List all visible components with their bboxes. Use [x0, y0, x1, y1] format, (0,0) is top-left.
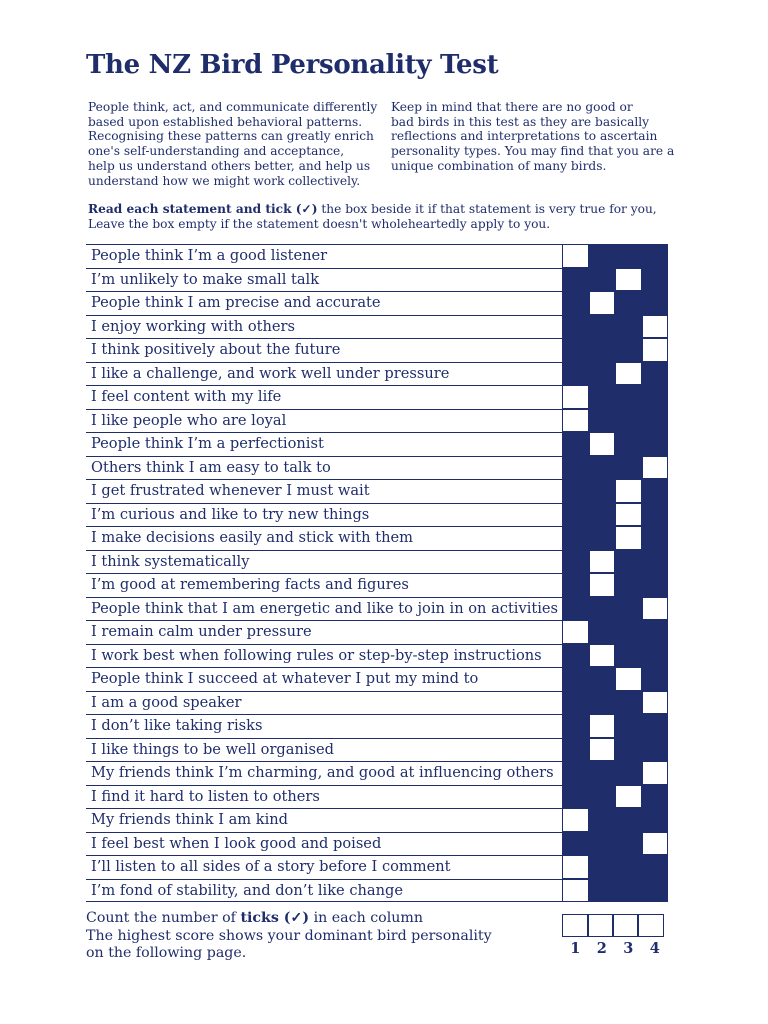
statement-row: [86, 550, 668, 574]
filled-cell: [615, 644, 642, 668]
statement-row: [86, 244, 668, 268]
filled-cell: [589, 362, 616, 386]
tick-cells: [562, 550, 668, 574]
statement-text: I like things to be well organised: [86, 738, 562, 762]
statement-row: [86, 479, 668, 503]
intro-right-paragraph: Keep in mind that there are no good or bad birds in this test as they are basically reflections and interpretations to ascertain personality types. You may find that you are a unique combination of many birds.: [391, 100, 675, 173]
filled-cell: [589, 268, 616, 292]
filled-cell: [562, 714, 589, 738]
filled-cell: [642, 855, 669, 879]
statement-text: People think I am precise and accurate: [86, 291, 562, 315]
tick-box[interactable]: [642, 832, 669, 856]
statement-row: [86, 315, 668, 339]
column-number-3: 3: [623, 940, 634, 957]
statement-row: [86, 409, 668, 433]
filled-cell: [562, 503, 589, 527]
filled-cell: [562, 738, 589, 762]
tick-box[interactable]: [562, 244, 589, 268]
filled-cell: [589, 409, 616, 433]
statement-text: I like a challenge, and work well under pressure: [86, 362, 562, 386]
statement-row: [86, 338, 668, 362]
statement-text: I make decisions easily and stick with them: [86, 526, 562, 550]
filled-cell: [589, 385, 616, 409]
tick-cells: [562, 315, 668, 339]
tick-box[interactable]: [642, 315, 669, 339]
filled-cell: [589, 855, 616, 879]
column-number-4: 4: [649, 940, 660, 957]
tick-box[interactable]: [615, 268, 642, 292]
filled-cell: [562, 315, 589, 339]
tick-box[interactable]: [562, 385, 589, 409]
filled-cell: [562, 291, 589, 315]
filled-cell: [615, 691, 642, 715]
tick-cells: [562, 691, 668, 715]
tally-box-1[interactable]: [562, 914, 589, 937]
tick-cells: [562, 832, 668, 856]
filled-cell: [562, 550, 589, 574]
statement-row: [86, 738, 668, 762]
tick-box[interactable]: [562, 879, 589, 903]
filled-cell: [642, 644, 669, 668]
statement-row: [86, 620, 668, 644]
statement-text: My friends think I’m charming, and good at influencing others: [86, 761, 562, 785]
statement-row: [86, 503, 668, 527]
filled-cell: [642, 550, 669, 574]
tick-cells: [562, 362, 668, 386]
statement-row: [86, 268, 668, 292]
tick-box[interactable]: [589, 644, 616, 668]
tick-box[interactable]: [589, 738, 616, 762]
tally-boxes: [562, 914, 662, 937]
tick-cells: [562, 879, 668, 903]
filled-cell: [615, 832, 642, 856]
tick-cells: [562, 738, 668, 762]
tick-cells: [562, 432, 668, 456]
filled-cell: [642, 526, 669, 550]
filled-cell: [589, 832, 616, 856]
filled-cell: [589, 667, 616, 691]
filled-cell: [589, 526, 616, 550]
tick-cells: [562, 268, 668, 292]
filled-cell: [615, 291, 642, 315]
filled-cell: [589, 244, 616, 268]
filled-cell: [642, 785, 669, 809]
filled-cell: [562, 667, 589, 691]
filled-cell: [589, 879, 616, 903]
filled-cell: [562, 691, 589, 715]
tick-cells: [562, 409, 668, 433]
filled-cell: [589, 808, 616, 832]
filled-cell: [642, 479, 669, 503]
statement-row: [86, 456, 668, 480]
tick-cells: [562, 667, 668, 691]
tally-box-2[interactable]: [587, 914, 614, 937]
filled-cell: [589, 597, 616, 621]
filled-cell: [642, 714, 669, 738]
filled-cell: [562, 785, 589, 809]
filled-cell: [615, 879, 642, 903]
statement-text: I’m fond of stability, and don’t like change: [86, 879, 562, 903]
filled-cell: [642, 432, 669, 456]
filled-cell: [615, 315, 642, 339]
statement-text: I’m unlikely to make small talk: [86, 268, 562, 292]
filled-cell: [589, 785, 616, 809]
filled-cell: [615, 456, 642, 480]
tick-box[interactable]: [642, 456, 669, 480]
tick-box[interactable]: [615, 362, 642, 386]
statement-row: [86, 644, 668, 668]
statement-row: [86, 808, 668, 832]
statement-row: [86, 832, 668, 856]
page-title: The NZ Bird Personality Test: [86, 50, 499, 80]
filled-cell: [562, 832, 589, 856]
tick-box[interactable]: [589, 291, 616, 315]
tick-cells: [562, 244, 668, 268]
filled-cell: [589, 761, 616, 785]
statement-row: [86, 362, 668, 386]
tick-box[interactable]: [589, 550, 616, 574]
filled-cell: [615, 714, 642, 738]
tick-cells: [562, 573, 668, 597]
tick-cells: [562, 644, 668, 668]
statement-text: I remain calm under pressure: [86, 620, 562, 644]
statement-text: I get frustrated whenever I must wait: [86, 479, 562, 503]
filled-cell: [615, 573, 642, 597]
footer-line3: on the following page.: [86, 945, 247, 961]
filled-cell: [642, 738, 669, 762]
filled-cell: [562, 479, 589, 503]
filled-cell: [642, 667, 669, 691]
tick-cells: [562, 526, 668, 550]
filled-cell: [615, 432, 642, 456]
statement-text: Others think I am easy to talk to: [86, 456, 562, 480]
tick-box[interactable]: [562, 409, 589, 433]
statement-row: [86, 432, 668, 456]
tick-box[interactable]: [642, 691, 669, 715]
tick-box[interactable]: [615, 479, 642, 503]
filled-cell: [615, 550, 642, 574]
tick-cells: [562, 714, 668, 738]
statement-row: [86, 385, 668, 409]
tick-cells: [562, 597, 668, 621]
filled-cell: [642, 573, 669, 597]
tick-cells: [562, 808, 668, 832]
footer-line1-bold: ticks (✓): [240, 910, 310, 926]
tick-cells: [562, 785, 668, 809]
filled-cell: [615, 338, 642, 362]
tick-box[interactable]: [615, 785, 642, 809]
column-number-1: 1: [570, 940, 581, 957]
filled-cell: [562, 526, 589, 550]
tick-box[interactable]: [642, 761, 669, 785]
filled-cell: [562, 362, 589, 386]
statement-row: [86, 573, 668, 597]
filled-cell: [615, 597, 642, 621]
statement-text: People think I’m a perfectionist: [86, 432, 562, 456]
statement-row: [86, 291, 668, 315]
filled-cell: [589, 479, 616, 503]
filled-cell: [615, 761, 642, 785]
filled-cell: [562, 432, 589, 456]
instructions: [88, 202, 688, 232]
filled-cell: [589, 338, 616, 362]
filled-cell: [589, 456, 616, 480]
tally-box-3[interactable]: [612, 914, 639, 937]
statement-text: I’ll listen to all sides of a story before I comment: [86, 855, 562, 879]
instructions-bold: Read each statement and tick (✓): [88, 202, 318, 216]
statement-row: [86, 691, 668, 715]
statement-text: I think positively about the future: [86, 338, 562, 362]
filled-cell: [589, 503, 616, 527]
statement-text: I don’t like taking risks: [86, 714, 562, 738]
filled-cell: [562, 268, 589, 292]
tick-box[interactable]: [562, 808, 589, 832]
filled-cell: [562, 573, 589, 597]
filled-cell: [642, 503, 669, 527]
statement-text: I am a good speaker: [86, 691, 562, 715]
tick-cells: [562, 456, 668, 480]
tick-box[interactable]: [615, 526, 642, 550]
statement-row: [86, 785, 668, 809]
filled-cell: [562, 761, 589, 785]
statement-text: I feel content with my life: [86, 385, 562, 409]
statement-text: I like people who are loyal: [86, 409, 562, 433]
tick-box[interactable]: [615, 503, 642, 527]
statement-text: I enjoy working with others: [86, 315, 562, 339]
filled-cell: [642, 362, 669, 386]
tick-cells: [562, 855, 668, 879]
statement-text: People think that I am energetic and like to join in on activities: [86, 597, 562, 621]
statement-text: I’m good at remembering facts and figures: [86, 573, 562, 597]
tally-box-4[interactable]: [637, 914, 664, 937]
statement-row: [86, 714, 668, 738]
statement-grid: [86, 244, 668, 902]
instructions-line2: Leave the box empty if the statement doesn't wholeheartedly apply to you.: [88, 217, 551, 231]
filled-cell: [642, 409, 669, 433]
footer-line1-pre: Count the number of: [86, 910, 241, 926]
statement-text: I work best when following rules or step-by-step instructions: [86, 644, 562, 668]
footer-line1-post: in each column: [309, 910, 423, 926]
tick-box[interactable]: [589, 573, 616, 597]
tick-box[interactable]: [562, 855, 589, 879]
tick-box[interactable]: [589, 714, 616, 738]
filled-cell: [589, 315, 616, 339]
statement-row: [86, 761, 668, 785]
filled-cell: [562, 597, 589, 621]
statement-row: [86, 597, 668, 621]
filled-cell: [642, 244, 669, 268]
filled-cell: [589, 620, 616, 644]
statement-row: [86, 526, 668, 550]
intro-left-paragraph: People think, act, and communicate differently based upon established behavioral patterns. Recognising these patterns can greatly enrich one's self-understanding and acceptance, help us understand others better, and help us understand how we might work collectively.: [88, 100, 378, 188]
statement-text: People think I succeed at whatever I put my mind to: [86, 667, 562, 691]
filled-cell: [642, 620, 669, 644]
filled-cell: [589, 691, 616, 715]
footer-instructions: [86, 910, 526, 963]
filled-cell: [615, 808, 642, 832]
statement-text: I think systematically: [86, 550, 562, 574]
filled-cell: [642, 291, 669, 315]
statement-text: I find it hard to listen to others: [86, 785, 562, 809]
filled-cell: [642, 268, 669, 292]
tick-cells: [562, 338, 668, 362]
filled-cell: [562, 644, 589, 668]
tick-cells: [562, 479, 668, 503]
filled-cell: [615, 409, 642, 433]
statement-row: [86, 855, 668, 879]
statement-text: I feel best when I look good and poised: [86, 832, 562, 856]
filled-cell: [562, 456, 589, 480]
tick-cells: [562, 761, 668, 785]
tick-box[interactable]: [642, 338, 669, 362]
column-number-2: 2: [596, 940, 607, 957]
statement-text: My friends think I am kind: [86, 808, 562, 832]
filled-cell: [615, 620, 642, 644]
filled-cell: [615, 385, 642, 409]
tick-box[interactable]: [562, 620, 589, 644]
tick-cells: [562, 620, 668, 644]
statement-row: [86, 667, 668, 691]
filled-cell: [615, 855, 642, 879]
filled-cell: [642, 385, 669, 409]
tick-box[interactable]: [642, 597, 669, 621]
tick-cells: [562, 291, 668, 315]
statement-text: People think I’m a good listener: [86, 244, 562, 268]
tick-cells: [562, 503, 668, 527]
tick-box[interactable]: [589, 432, 616, 456]
footer-line2: The highest score shows your dominant bird personality: [86, 927, 492, 944]
filled-cell: [642, 808, 669, 832]
filled-cell: [615, 244, 642, 268]
tick-box[interactable]: [615, 667, 642, 691]
tick-cells: [562, 385, 668, 409]
statement-row: [86, 879, 668, 903]
filled-cell: [615, 738, 642, 762]
instructions-rest: the box beside it if that statement is very true for you,: [317, 202, 657, 216]
column-numbers: [562, 940, 668, 957]
filled-cell: [642, 879, 669, 903]
filled-cell: [562, 338, 589, 362]
statement-text: I’m curious and like to try new things: [86, 503, 562, 527]
